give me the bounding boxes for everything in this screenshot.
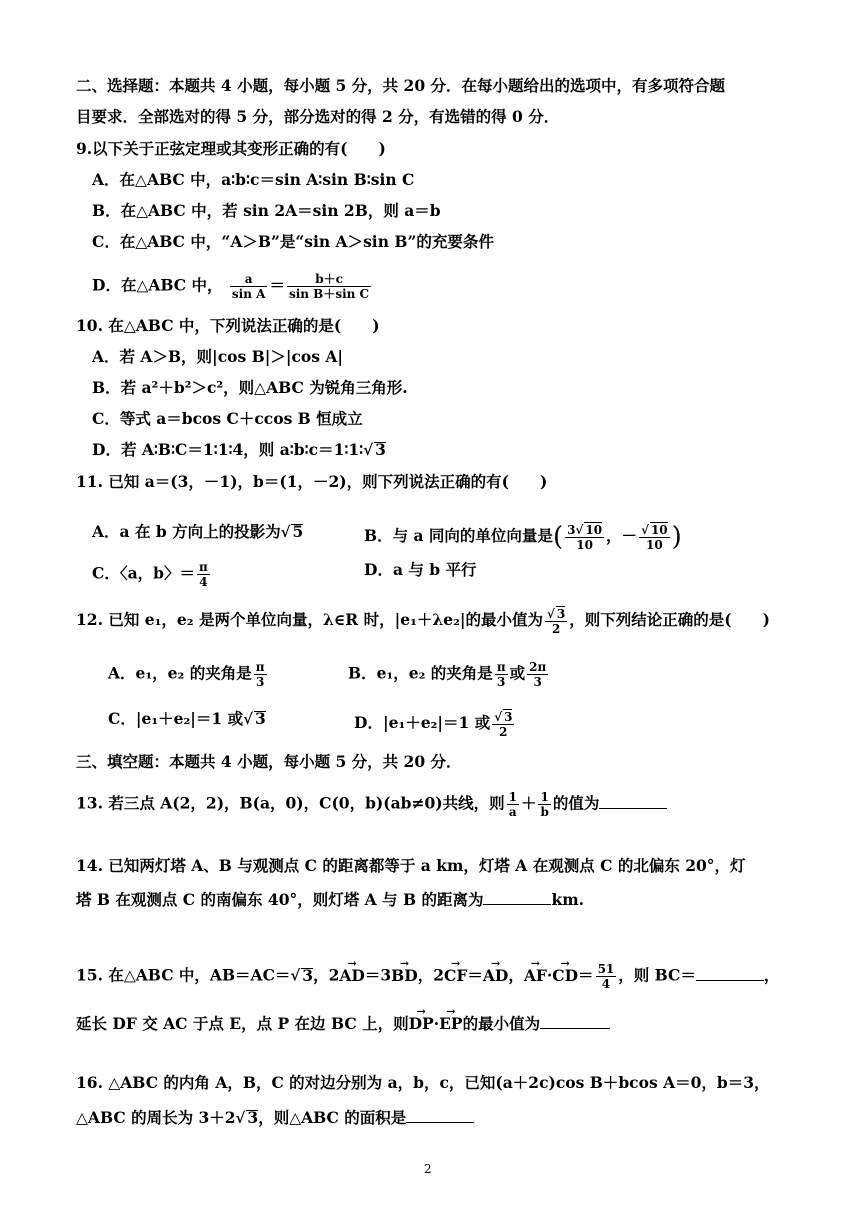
q15-text-7: ＝ (578, 965, 594, 985)
q9-d-prefix: D．在△ABC 中， (92, 275, 223, 295)
q14-answer-blank[interactable] (483, 888, 551, 905)
q16-line2-prefix: △ABC 的周长为 3＋2 (76, 1108, 236, 1127)
q12-d-prefix: D．|e₁＋e₂|＝1 或 (354, 713, 491, 732)
q11-b-fraction-1: $\frac{3√ 10}{10}$ (567, 523, 603, 552)
q15-answer-blank-2[interactable] (540, 1012, 610, 1029)
q11-option-b: B．与 a 同向的单位向量是( $\frac{3√ 10}{10}$ ，－ $\frac{√ 10}{10}$ ) (364, 522, 682, 552)
q9-option-d (92, 272, 373, 301)
q9-option-c: C．在△ABC 中，“A＞B”是“sin A＞sin B”的充要条件 (92, 232, 494, 251)
q15-text-2: ，2 (313, 965, 340, 985)
q15-text-6: ， (508, 965, 524, 985)
q15-vector-ad: → AD (339, 966, 364, 986)
q10-d-radicand: 3 (375, 440, 386, 459)
q12-a-fraction: $\frac{\pi}{3}$ (255, 660, 265, 689)
q11-a-radicand: 5 (292, 522, 304, 541)
q15-line2 (76, 1012, 610, 1034)
q12-b-prefix: B．e₁，e₂ 的夹角是 (348, 663, 493, 683)
q10-option-d: D．若 A∶B∶C＝1∶1∶4，则 a∶b∶c＝1∶1∶√ 3 (92, 440, 386, 459)
q12-stem-prefix: 12. 已知 e₁，e₂ 是两个单位向量，λ∈R 时，|e₁＋λe₂|的最小值为 (76, 610, 544, 629)
q12-stem-suffix: ，则下列结论正确的是( ) (569, 610, 770, 629)
q12-stem-fraction: $\frac{√ 3}{2}$ (547, 607, 566, 636)
q15-vector-bd: → BD (391, 966, 418, 986)
q13-fraction-2: $\frac{1}{b}$ (540, 790, 549, 819)
q12-b-or: 或 (509, 663, 526, 683)
q9-d-equals: ＝ (269, 275, 285, 295)
q13-plus: ＋ (520, 793, 537, 813)
q11-option-c (92, 560, 212, 589)
q11-option-a: A．a 在 b 方向上的投影为√ 5 (92, 522, 304, 541)
q15-vector-dp: → DP (409, 1014, 434, 1034)
q15-text-8: ，则 BC＝ (618, 965, 696, 985)
q15-vector-af: → AF (524, 966, 547, 986)
q10-option-b: B．若 a²＋b²＞c²，则△ABC 为锐角三角形. (92, 378, 408, 397)
q13-line (76, 790, 667, 819)
page-number: 2 (424, 1162, 432, 1176)
q11-stem: 11. 已知 a＝(3，－1)，b＝(1，－2)，则下列说法正确的有( ) (76, 472, 548, 491)
q15-vector-ad-2: → AD (483, 966, 508, 986)
q14-line2-suffix: km. (551, 890, 584, 909)
q12-c-radicand: 3 (254, 709, 266, 728)
q11-b-prefix: B．与 a 同向的单位向量是 (364, 526, 553, 545)
q15-text-9: ， (763, 965, 780, 985)
q15-text-3: ＝3 (364, 965, 392, 985)
q15-dot-2: · (433, 1014, 440, 1033)
q13-fraction-1: $\frac{1}{a}$ (508, 790, 517, 819)
q14-line2 (76, 888, 584, 910)
q10-option-a: A．若 A＞B，则|cos B|＞|cos A| (92, 347, 344, 366)
q12-a-prefix: A．e₁，e₂ 的夹角是 (108, 663, 252, 683)
q16-line2: △ABC 的周长为 3＋2√ 3，则△ABC 的面积是 (76, 1106, 474, 1128)
q15-text-4: ，2 (417, 965, 444, 985)
q14-line1: 14. 已知两灯塔 A、B 与观测点 C 的距离都等于 a km，灯塔 A 在观测点 C 的北偏东 20°，灯 (76, 856, 746, 875)
q12-b-fraction-1: $\frac{\pi}{3}$ (496, 660, 506, 689)
q9-d-fraction-1: $\frac{a}{\text{sin A}}$ (231, 272, 266, 301)
q12-option-d (354, 709, 516, 739)
q9-option-b: B．在△ABC 中，若 sin 2A＝sin 2B，则 a＝b (92, 201, 441, 220)
q11-c-fraction: $\frac{\pi}{4}$ (198, 560, 208, 589)
q16-line2-suffix: ，则△ABC 的面积是 (258, 1108, 407, 1127)
q9-d-fraction-2: $\frac{b+c}{\text{sin B＋sin C}}$ (288, 272, 370, 301)
q13-suffix: 的值为 (552, 793, 600, 813)
section3-title: 三、填空题：本题共 4 小题，每小题 5 分，共 20 分． (76, 752, 462, 771)
q13-prefix: 13. 若三点 A(2，2)，B(a，0)，C(0，b)(ab≠0)共线，则 (76, 793, 505, 813)
q12-stem (76, 606, 770, 636)
q12-c-prefix: C．|e₁＋e₂|＝1 或 (108, 709, 244, 728)
q12-d-fraction: $\frac{√ 3}{2}$ (494, 710, 513, 739)
q11-c-prefix: C．〈a，b〉＝ (92, 563, 195, 583)
q15-text-5: ＝ (467, 965, 483, 985)
q15-dot: · (546, 965, 553, 985)
q15-line2-prefix: 延长 DF 交 AC 于点 E，点 P 在边 BC 上，则 (76, 1014, 409, 1033)
q12-option-c: C．|e₁＋e₂|＝1 或√ 3 (108, 709, 266, 728)
q9-stem: 9.以下关于正弦定理或其变形正确的有( ) (76, 139, 386, 158)
q10-stem: 10. 在△ABC 中，下列说法正确的是( ) (76, 316, 380, 335)
q15-vector-cd: → CD (552, 966, 578, 986)
section2-line2: 目要求．全部选对的得 5 分，部分选对的得 2 分，有选错的得 0 分． (76, 107, 560, 126)
section2-line1: 二、选择题：本题共 4 小题，每小题 5 分，共 20 分．在每小题给出的选项中，有多项符合题 (76, 76, 726, 95)
q13-answer-blank[interactable] (599, 792, 667, 809)
q16-line1: 16. △ABC 的内角 A，B，C 的对边分别为 a，b，c，已知(a＋2c)cos B＋bcos A＝0，b＝3， (76, 1073, 770, 1092)
q15-vector-ep: → EP (439, 1014, 462, 1034)
q14-line2-prefix: 塔 B 在观测点 C 的南偏东 40°，则灯塔 A 与 B 的距离为 (76, 890, 484, 909)
q15-line1: 15. 在△ABC 中，AB＝AC＝√ 3，2→ AD＝3→ BD，2→ CF＝→ AD，→ AF·→ CD＝ $\frac{51}{4}$ ，则 BC＝ ， (76, 962, 779, 991)
q10-d-prefix: D．若 A∶B∶C＝1∶1∶4，则 a∶b∶c＝1∶1∶ (92, 440, 364, 459)
q15-radicand: 3 (302, 965, 314, 985)
q16-radicand: 3 (247, 1108, 259, 1127)
q9-option-a: A．在△ABC 中，a∶b∶c＝sin A∶sin B∶sin C (92, 170, 415, 189)
q11-option-d: D．a 与 b 平行 (364, 560, 477, 579)
q15-fraction: $\frac{51}{4}$ (597, 962, 615, 991)
q15-vector-cf: → CF (444, 966, 467, 986)
q15-answer-blank-1[interactable] (696, 964, 764, 981)
q12-b-fraction-2: $\frac{2\pi}{3}$ (529, 660, 547, 689)
q15-prefix: 15. 在△ABC 中，AB＝AC＝ (76, 965, 291, 985)
q11-b-separator: ，－ (606, 526, 638, 545)
q12-option-a (108, 660, 269, 689)
q11-a-prefix: A．a 在 b 方向上的投影为 (92, 522, 281, 541)
q15-line2-suffix: 的最小值为 (462, 1014, 541, 1033)
q12-option-b (348, 660, 550, 689)
q10-option-c: C．等式 a＝bcos C＋ccos B 恒成立 (92, 409, 363, 428)
q11-b-fraction-2: $\frac{√ 10}{10}$ (641, 523, 668, 552)
q16-answer-blank[interactable] (406, 1106, 474, 1123)
